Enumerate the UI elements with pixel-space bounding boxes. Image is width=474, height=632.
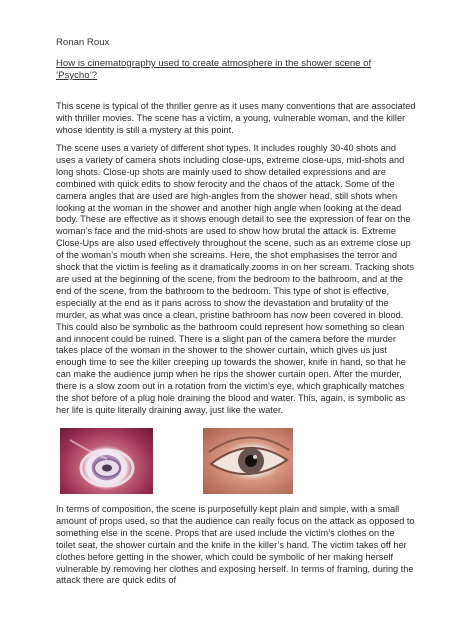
paragraph-composition: In terms of composition, the scene is purposefully kept plain and simple, with a small amount of props used, so that the audience can really focus on the attack as opposed to something else in the scene. Props that are used include the victim’s clothes on the toilet seat, the shower curtain and the knife in the killer’s hand. The victim takes off her clothes before getting in the shower, which could be symbolic of her making herself vulnerable by removing her clothes and exposing herself. In terms of framing, during the attack there are quick edits of — [56, 504, 415, 586]
paragraph-shot-types: The scene uses a variety of different shot types. It includes roughly 30-40 shots and uses a variety of camera shots including close-ups, extreme close-ups, mid-shots and long shots. Close-up shots are mainly used to show detailed expressions and are combined with quick edits to show ferocity and the chaos of the attack. Some of the camera angles that are used are high-angles from the shower head, still shots when looking at the woman in the shower and another high angle when looking at the dead body. These are effective as it shows enough detail to see the expression of fear on the woman’s face and the mid-shots are used to show how brutal the attack is. Extreme Close-Ups are also used effectively throughout the scene, such as an extreme close up of the woman’s mouth when she screams. Here, the shot emphasises the terror and shock that the victim is feeling as it dramatically zooms in on her scream. Tracking shots are used at the beginning of the scene, from the bedroom to the bathroom, and at the end of the scene, from the bathroom to the bedroom. This type of shot is effective, especially at the end as it pans across to show the devastation and brutality of the murder, as what was once a clean, pristine bathroom has now been covered in blood. This could also be symbolic as the bathroom could represent how something so clean and innocent could be ruined. There is a slight pan of the camera before the murder takes place of the woman in the shower to the shower curtain, which gives us just enough time to see the killer creeping up towards the shower, knife in hand, so that he can make the audience jump when he rips the shower curtain open. After the murder, there is a slow zoom out in a rotation from the victim’s eye, which graphically matches the shot before of a plug hole draining the blood and water. This, again, is symbolic as her life is quite literally draining away, just like the water. — [56, 143, 414, 415]
victim-eye-image — [203, 428, 293, 494]
essay-title: How is cinematography used to create atmosphere in the shower scene of ‘Psycho’? — [56, 58, 372, 81]
author-name: Ronan Roux — [56, 37, 110, 48]
plughole-drain-image — [60, 428, 153, 494]
paragraph-intro: This scene is typical of the thriller genre as it uses many conventions that are associated with thriller movies. The scene has a victim, a young, vulnerable woman, and the killer whose identity is still a mystery at this point. — [56, 101, 416, 135]
